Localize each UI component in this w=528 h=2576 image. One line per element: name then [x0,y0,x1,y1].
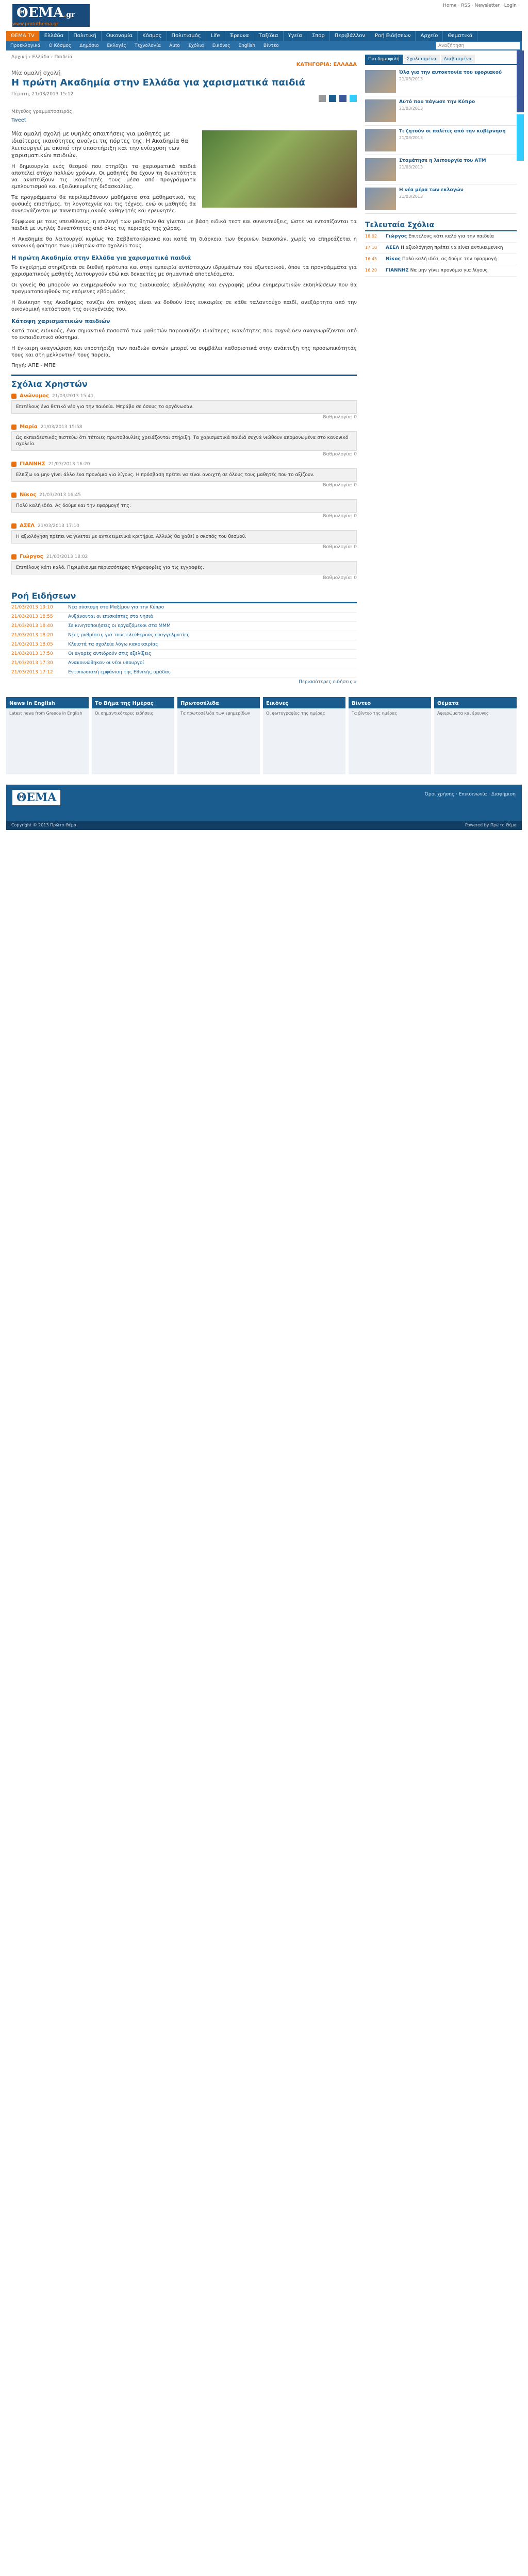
popular-thumb[interactable] [365,70,396,93]
popular-title[interactable]: Τι ζητούν οι πολίτες από την κυβέρνηση [399,129,506,134]
article-paragraph: Το εγχείρημα στηρίζεται σε διεθνή πρότυπα και στην εμπειρία αντίστοιχων ιδρυμάτων του εξωτερικού, όπου τα προγράμματα για χαρισματικούς μαθητές λειτουργούν εδώ και δεκαετίες με σημαντικά αποτελέσματα. [11,265,357,277]
comment-header [11,492,357,498]
feed-time: 21/03/2013 18:05 [11,642,53,647]
popular-item[interactable] [365,184,517,214]
article-paragraph: Οι γονείς θα μπορούν να ενημερωθούν για τις διαδικασίες αξιολόγησης και εγγραφής μέσω ενημερωτικών εκδηλώσεων που θα πραγματοποιηθούν τις επόμενες εβδομάδες. [11,282,357,295]
popular-title[interactable]: Όλα για την αυτοκτονία του εφοριακού [399,70,502,75]
comment-author[interactable]: Ανώνυμος [20,393,49,399]
feed-row[interactable] [11,659,357,668]
latest-comment[interactable] [365,254,517,265]
comments-list [11,393,357,581]
feed-headline[interactable]: Αυξάνονται οι επισκέπτες στα νησιά [68,614,153,619]
sub-nav-item[interactable]: Σχόλια [188,43,204,48]
latest-comment-user: ΑΣΕΛ [386,245,400,250]
main-nav-item[interactable]: Ταξίδια [254,31,284,41]
latest-comment-body: Επιτέλους κάτι καλό για την παιδεία [408,234,494,239]
bottom-box-body: Οι φωτογραφίες της ημέρας [266,711,325,716]
comment-body: Πολύ καλή ιδέα. Ας δούμε και την εφαρμογή της. [11,499,357,513]
comment [11,393,357,420]
bottom-box [349,697,431,774]
sidebar-tab[interactable]: Πιο δημοφιλή [365,55,403,64]
feed-headline[interactable]: Σε κινητοποιήσεις οι εργαζόμενοι στα ΜΜΜ [68,623,171,629]
comment-author[interactable]: Γιώργος [20,554,43,560]
footer-logo[interactable]: ΘΕΜΑ [12,790,60,805]
comment-header [11,424,357,430]
feed-row[interactable] [11,613,357,622]
news-feed-rows [11,603,357,677]
site-footer [6,785,522,821]
feed-time: 21/03/2013 17:30 [11,660,53,666]
popular-text [399,158,486,181]
main-nav-item[interactable]: Θεματικά [443,31,477,41]
comment [11,523,357,550]
article-paragraph: Η Ακαδημία θα λειτουργεί κυρίως τα Σαββατοκύριακα και κατά τη διάρκεια των θερινών διακοπών, χωρίς να επηρεάζεται η κανονική φοίτηση των μαθητών στο σχολείο τους. [11,236,357,249]
article-lead: Μία ομαλή σχολή με υψηλές απαιτήσεις για μαθητές με ιδιαίτερες ικανότητες ανοίγει τις πόρτες της. Η Ακαδημία θα λειτουργεί με σκοπό την υποστήριξη και την ενίσχυση των χαρισματικών παιδιών. [11,130,188,159]
more-news-link[interactable]: Περισσότερες ειδήσεις » [299,680,357,685]
sidebar [362,50,517,687]
popular-thumb[interactable] [365,158,396,181]
footer-links[interactable]: Όροι χρήσης · Επικοινωνία · Διαφήμιση [424,792,516,797]
bottom-box-title[interactable]: Θέματα [434,699,517,708]
user-icon [11,425,16,430]
comment-author[interactable]: Μαρία [20,424,38,430]
sub-nav-item[interactable]: Δημόσιο [79,43,99,48]
latest-comment-user: Νίκος [386,257,401,262]
bottom-box-body: Οι σημαντικότερες ειδήσεις [95,711,154,716]
comment-body: Επιτέλους ένα θετικό νέο για την παιδεία. Μπράβο σε όσους το οργάνωσαν. [11,400,357,414]
bottom-box-title[interactable]: Πρωτοσέλιδα [177,699,260,708]
comment [11,461,357,488]
article-paragraph: Η έγκαιρη αναγνώριση και υποστήριξη των παιδιών αυτών μπορεί να συμβάλει καθοριστικά στην ανάπτυξη της προσωπικότητάς τους και στη μελλοντική τους πορεία. [11,346,357,358]
main-nav-item[interactable]: Σπορ [307,31,330,41]
comment-body: Επιτέλους κάτι καλό. Περιμένουμε περισσότερες πληροφορίες για τις εγγραφές. [11,561,357,574]
popular-text [399,188,464,210]
main-nav-item[interactable]: ΘΕΜΑ TV [6,31,40,41]
comment-rating[interactable]: Βαθμολογία: 0 [323,575,357,581]
feed-row[interactable] [11,640,357,650]
popular-item[interactable] [365,96,517,126]
copyright: Copyright © 2013 Πρώτο Θέμα [11,823,77,827]
comment-author[interactable]: ΓΙΑΝΝΗΣ [20,461,45,467]
comment-date: 21/03/2013 17:10 [38,523,79,529]
popular-title[interactable]: Σταμάτησε η λειτουργία του ΑΤΜ [399,158,486,163]
popular-thumb[interactable] [365,99,396,122]
tweet-button[interactable]: Tweet [11,117,26,123]
comment-rating[interactable]: Βαθμολογία: 0 [323,483,357,488]
bottom-boxes [6,697,522,774]
sub-nav-item[interactable]: Ο Κόσμος [48,43,72,48]
content-area [6,50,522,687]
search-input[interactable]: Αναζήτηση [436,42,520,49]
feed-headline[interactable]: Νέα σύσκεψη στο Μαξίμου για την Κύπρο [68,605,164,610]
popular-item[interactable] [365,67,517,96]
feed-time: 21/03/2013 18:40 [11,623,53,629]
feed-time: 21/03/2013 17:12 [11,670,53,675]
twitter-tab[interactable] [517,114,524,161]
bottom-box [434,697,517,774]
bottom-box [6,697,89,774]
comment-body: Η αξιολόγηση πρέπει να γίνεται με αντικειμενικά κριτήρια. Αλλιώς θα χαθεί ο σκοπός του θεσμού. [11,530,357,544]
category-label[interactable]: ΚΑΤΗΓΟΡΙΑ: ΕΛΛΑΔΑ [296,62,357,67]
feed-headline[interactable]: Νέες ρυθμίσεις για τους ελεύθερους επαγγελματίες [68,633,190,638]
user-icon [11,554,16,560]
news-feed-title: Ροή Ειδήσεων [11,591,357,603]
bottom-box-title[interactable]: Βίντεο [349,699,431,708]
popular-date: 21/03/2013 [399,106,423,111]
user-icon [11,394,16,399]
top-links[interactable]: Home · RSS · Newsletter · Login [443,3,517,8]
main-nav [6,31,522,41]
sidebar-tabs [365,55,517,65]
article-source: Πηγή: ΑΠΕ - ΜΠΕ [11,363,56,368]
feed-time: 21/03/2013 19:10 [11,605,53,610]
popular-text [399,129,506,151]
site-header [6,0,522,31]
comment-body: Ως εκπαιδευτικός πιστεύω ότι τέτοιες πρωτοβουλίες χρειάζονται στήριξη. Τα χαρισματικά παιδιά συχνά νιώθουν απομονωμένα στο κανονικό σχολείο. [11,431,357,451]
bottom-box-title[interactable]: Το Βήμα της Ημέρας [92,699,174,708]
latest-comment-time: 18:02 [365,234,377,239]
article-body-3 [11,328,357,359]
article-paragraph: Τα προγράμματα θα περιλαμβάνουν μαθήματα στα μαθηματικά, τις φυσικές επιστήμες, τη λογοτεχνία και τις τέχνες, ενώ οι μαθητές θα συνεργάζονται με πανεπιστημιακούς καθηγητές και ερευνητές. [11,195,196,214]
feed-row[interactable] [11,603,357,613]
comment-author[interactable]: ΑΣΕΛ [20,523,35,529]
user-icon [11,462,16,467]
sub-nav-item[interactable]: Τεχνολογία [134,43,161,48]
sidebar-tab[interactable]: Διαβασμένα [441,55,475,64]
comment-date: 21/03/2013 18:02 [46,554,88,560]
article-subhead-1: Η πρώτη Ακαδημία στην Ελλάδα για χαρισματικά παιδιά [11,255,191,261]
page-wrap [6,0,522,830]
article-title: Η πρώτη Ακαδημία στην Ελλάδα για χαρισματικά παιδιά [11,77,305,88]
latest-comment-time: 17:10 [365,245,377,250]
article-body-2 [11,264,357,313]
latest-comments-title: Τελευταία Σχόλια [365,221,517,231]
latest-comment-user: ΓΙΑΝΝΗΣ [386,268,409,273]
latest-comment-body: Να μην γίνει προνόμιο για λίγους [410,268,488,273]
main-nav-item[interactable]: Life [206,31,225,41]
user-icon [11,493,16,498]
comment-rating[interactable]: Βαθμολογία: 0 [323,514,357,519]
bottom-box [177,697,260,774]
facebook-icon[interactable] [339,95,346,102]
facebook-tab[interactable] [517,50,524,112]
latest-comment[interactable] [365,243,517,254]
comment-rating[interactable]: Βαθμολογία: 0 [323,545,357,550]
article-meta [11,92,357,105]
news-feed [11,591,357,685]
popular-text [399,70,502,93]
comment-body: Ελπίζω να μην γίνει άλλο ένα προνόμιο για λίγους. Η πρόσβαση πρέπει να είναι ανοιχτή σε όλους τους μαθητές που το αξίζουν. [11,468,357,482]
comments-title: Σχόλια Χρηστών [11,375,357,389]
popular-date: 21/03/2013 [399,165,423,170]
article-paragraph: Κατά τους ειδικούς, ένα σημαντικό ποσοστό των μαθητών παρουσιάζει ιδιαίτερες ικανότητες που συχνά δεν αναγνωρίζονται από το εκπαιδευτικό σύστημα. [11,328,357,341]
feed-headline[interactable]: Οι αγορές αντιδρούν στις εξελίξεις [68,651,152,656]
sidebar-tab[interactable]: Σχολιασμένα [404,55,440,64]
main-nav-item[interactable]: Έρευνα [225,31,254,41]
sub-nav-item[interactable]: English [238,43,255,48]
feed-row[interactable] [11,622,357,631]
latest-comments-list [365,231,517,277]
main-nav-item[interactable]: Οικονομία [102,31,138,41]
latest-comment[interactable] [365,231,517,243]
bottom-box-body: Τα πρωτοσέλιδα των εφημερίδων [180,711,251,716]
feed-time: 21/03/2013 17:50 [11,651,53,656]
comment [11,424,357,457]
article-subhead-2: Κάτοψη χαρισματικών παιδιών [11,318,110,325]
bottom-box-body: Αφιερώματα και έρευνες [437,711,489,716]
popular-date: 21/03/2013 [399,135,423,140]
comment-header [11,393,357,399]
bottom-box [92,697,174,774]
popular-date: 21/03/2013 [399,194,423,199]
bottom-box-body: Τα βίντεο της ημέρας [352,711,398,716]
main-nav-item[interactable]: Υγεία [284,31,307,41]
sub-nav-item[interactable]: Βίντεο [263,43,279,48]
comment-date: 21/03/2013 16:45 [39,492,81,498]
feed-time: 21/03/2013 18:55 [11,614,53,619]
bottom-box-title[interactable]: Εικόνες [263,699,345,708]
sub-nav [6,41,522,50]
credits: Powered by Πρώτο Θέμα [465,823,517,827]
main-nav-item[interactable]: Αρχείο [416,31,443,41]
latest-comment-time: 16:20 [365,268,377,273]
latest-comment-user: Γιώργος [386,234,407,239]
site-url: www.protothema.gr [12,22,59,27]
twitter-icon[interactable] [350,95,357,102]
font-size-control[interactable]: Μέγεθος γραμματοσειράς [11,109,72,114]
main-nav-item[interactable]: Περιβάλλον [330,31,370,41]
comment-date: 21/03/2013 16:20 [48,461,90,467]
popular-thumb[interactable] [365,129,396,151]
email-icon[interactable] [329,95,336,102]
main-nav-item[interactable]: Κόσμος [138,31,167,41]
feed-time: 21/03/2013 18:20 [11,633,53,638]
popular-item[interactable] [365,126,517,155]
main-nav-item[interactable]: Πολιτισμός [167,31,206,41]
main-column [6,50,362,687]
popular-date: 21/03/2013 [399,77,423,81]
article-paragraph: Η διοίκηση της Ακαδημίας τονίζει ότι στόχος είναι να δοθούν ίσες ευκαιρίες σε κάθε ταλαντούχο παιδί, ανεξάρτητα από την οικονομική κατάσταση της οικογένειάς του. [11,300,357,312]
comment [11,492,357,519]
comment-header [11,523,357,529]
latest-comment-time: 16:45 [365,257,377,261]
user-icon [11,523,16,529]
comment-author[interactable]: Νίκος [20,492,37,498]
popular-item[interactable] [365,155,517,184]
feed-row[interactable] [11,668,357,677]
comment-header [11,461,357,467]
comment [11,554,357,581]
print-icon[interactable] [319,95,326,102]
popular-thumb[interactable] [365,188,396,210]
latest-comment-body: Πολύ καλή ιδέα, ας δούμε την εφαρμογή [402,257,497,262]
feed-row[interactable] [11,631,357,640]
main-nav-item[interactable]: Πολιτική [69,31,102,41]
popular-title[interactable]: Η νέα μέρα των εκλογών [399,188,464,193]
sub-nav-item[interactable]: Εικόνες [212,43,230,48]
article-supertitle: Μία ομαλή σχολή [11,70,61,76]
article-photo [202,130,357,208]
popular-title[interactable]: Αυτό που πάγωσε την Κύπρο [399,99,475,105]
sub-nav-item[interactable]: Εκλογές [107,43,126,48]
breadcrumb[interactable]: Αρχική › Ελλάδα › Παιδεία [11,55,73,60]
main-nav-item[interactable]: Ελλάδα [40,31,69,41]
sub-nav-item[interactable]: Auto [169,43,180,48]
comment-date: 21/03/2013 15:58 [40,424,82,430]
feed-row[interactable] [11,650,357,659]
site-logo[interactable]: ΘΕΜΑ.gr [12,4,90,27]
comment-rating[interactable]: Βαθμολογία: 0 [323,452,357,457]
footer-bottom [6,821,522,830]
sub-nav-item[interactable]: Προεκλογικά [10,43,41,48]
popular-list [365,67,517,214]
feed-headline[interactable]: Εντυπωσιακή εμφάνιση της Εθνικής ομάδας [68,670,171,675]
latest-comment-body: Η αξιολόγηση πρέπει να είναι αντικειμενική [401,245,503,250]
bottom-box-title[interactable]: News in English [6,699,89,708]
latest-comment-text[interactable] [386,234,494,240]
comment-rating[interactable]: Βαθμολογία: 0 [323,415,357,420]
share-bar [319,95,357,102]
latest-comment[interactable] [365,265,517,277]
bottom-box [263,697,345,774]
latest-comment-text[interactable] [386,268,488,274]
comment-header [11,554,357,560]
article-paragraph: Σύμφωνα με τους υπευθύνους, η επιλογή των μαθητών θα γίνεται με βάση ειδικά τεστ και συνεντεύξεις, ώστε να εντοπίζονται τα παιδιά με υψηλές δυνατότητες από όλες τις περιοχές της χώρας. [11,219,357,231]
feed-headline[interactable]: Ανακοινώθηκαν οι νέοι υπουργοί [68,660,144,666]
feed-headline[interactable]: Κλειστά τα σχολεία λόγω κακοκαιρίας [68,642,158,647]
popular-text [399,99,475,122]
main-nav-item[interactable]: Ροή Ειδήσεων [370,31,416,41]
comment-date: 21/03/2013 15:41 [52,393,94,399]
latest-comment-text[interactable] [386,257,497,262]
latest-comment-text[interactable] [386,245,503,251]
article-date: Πέμπτη, 21/03/2013 15:12 [11,92,74,97]
bottom-box-body: Latest news from Greece in English [9,711,82,716]
article-paragraph: Η δημιουργία ενός θεσμού που στηρίζει τα χαρισματικά παιδιά αποτελεί στόχο πολλών χρόνων. Οι μαθητές θα έχουν τη δυνατότητα να αναπτύξουν τις ικανότητές τους μέσα από προγράμματα εμπλουτισμού και εξειδικευμένης διδασκαλίας. [11,164,196,190]
